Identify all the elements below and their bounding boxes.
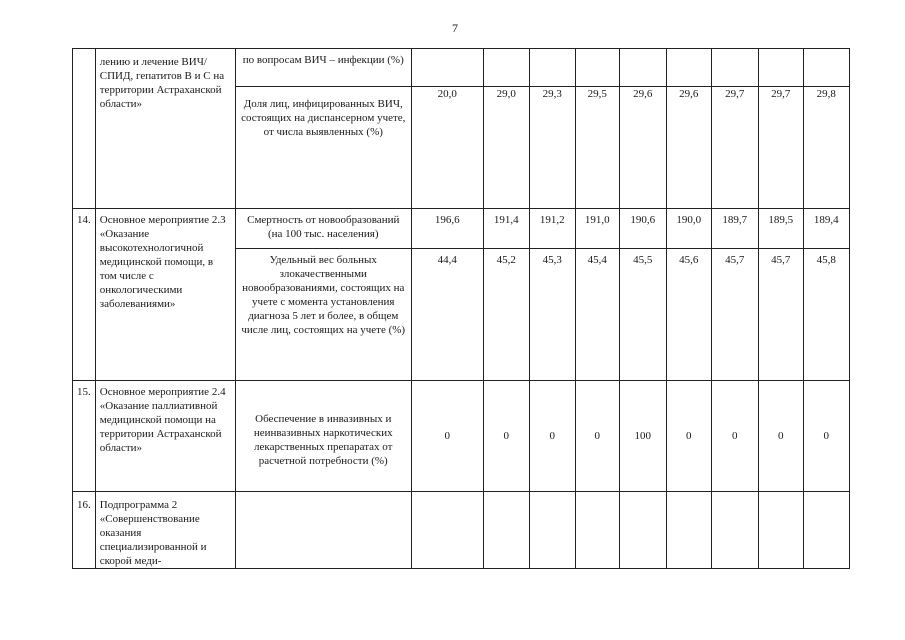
value-cell: 45,3: [529, 249, 575, 381]
value-cell: 190,6: [619, 209, 666, 249]
value-cell: [758, 492, 803, 569]
value-cell: 191,4: [483, 209, 529, 249]
value-cell: [619, 49, 666, 87]
value-cell: 189,4: [803, 209, 849, 249]
value-cell: 0: [483, 381, 529, 492]
event-name-cell: лению и лечение ВИЧ/СПИД, гепатитов В и С на территории Астраханской области»: [95, 49, 235, 209]
value-cell: 45,8: [803, 249, 849, 381]
value-cell: 196,6: [411, 209, 483, 249]
value-cell: 189,5: [758, 209, 803, 249]
value-cell: [803, 49, 849, 87]
event-name-cell: Основное мероприятие 2.4 «Оказание паллиативной медицинской помощи на территории Астраханской области»: [95, 381, 235, 492]
value-cell: [529, 49, 575, 87]
value-cell: 0: [411, 381, 483, 492]
value-cell: [483, 492, 529, 569]
indicator-name-cell: Обеспечение в инвазивных и неинвазивных наркотических лекарственных препаратах от расчетной потребности (%): [235, 381, 411, 492]
value-cell: 29,3: [529, 87, 575, 209]
value-cell: [411, 492, 483, 569]
value-cell: 100: [619, 381, 666, 492]
value-cell: [619, 492, 666, 569]
value-cell: 20,0: [411, 87, 483, 209]
value-cell: 45,7: [758, 249, 803, 381]
value-cell: 45,2: [483, 249, 529, 381]
indicator-name-cell: Доля лиц, инфицированных ВИЧ, состоящих на диспансерном учете, от числа выявленных (%): [235, 87, 411, 209]
table-row: [73, 381, 850, 492]
value-cell: 29,7: [711, 87, 758, 209]
value-cell: [575, 49, 619, 87]
value-cell: 45,5: [619, 249, 666, 381]
value-cell: 29,7: [758, 87, 803, 209]
indicator-name-cell: по вопросам ВИЧ – инфекции (%): [235, 49, 411, 87]
value-cell: 0: [575, 381, 619, 492]
value-cell: 29,0: [483, 87, 529, 209]
value-cell: 191,0: [575, 209, 619, 249]
value-cell: [758, 49, 803, 87]
value-cell: 45,7: [711, 249, 758, 381]
value-cell: 0: [529, 381, 575, 492]
value-cell: 29,6: [666, 87, 711, 209]
value-cell: 0: [711, 381, 758, 492]
value-cell: [666, 492, 711, 569]
value-cell: 45,4: [575, 249, 619, 381]
value-cell: [711, 49, 758, 87]
value-cell: 189,7: [711, 209, 758, 249]
value-cell: 44,4: [411, 249, 483, 381]
indicator-name-cell: Смертность от новообразований (на 100 тыс. населения): [235, 209, 411, 249]
table-row: [73, 209, 850, 249]
value-cell: 0: [803, 381, 849, 492]
row-number-cell: 15.: [73, 381, 96, 492]
value-cell: 0: [758, 381, 803, 492]
page-number: 7: [452, 21, 458, 35]
value-cell: [803, 492, 849, 569]
value-cell: [666, 49, 711, 87]
value-cell: [483, 49, 529, 87]
value-cell: [529, 492, 575, 569]
value-cell: 29,8: [803, 87, 849, 209]
row-number-cell: [73, 49, 96, 209]
program-indicators-table: [72, 48, 850, 569]
value-cell: 45,6: [666, 249, 711, 381]
row-number-cell: 14.: [73, 209, 96, 381]
indicator-name-cell: [235, 492, 411, 569]
value-cell: 191,2: [529, 209, 575, 249]
table-row: [73, 492, 850, 569]
value-cell: 29,6: [619, 87, 666, 209]
table-row: [73, 49, 850, 87]
value-cell: [575, 492, 619, 569]
event-name-cell: Основное мероприятие 2.3 «Оказание высокотехнологичной медицинской помощи, в том числе с онкологическими заболеваниями»: [95, 209, 235, 381]
row-number-cell: 16.: [73, 492, 96, 569]
value-cell: [411, 49, 483, 87]
value-cell: 190,0: [666, 209, 711, 249]
value-cell: [711, 492, 758, 569]
value-cell: 29,5: [575, 87, 619, 209]
event-name-cell: Подпрограмма 2 «Совершенствование оказания специализированной и скорой меди-: [95, 492, 235, 569]
indicator-name-cell: Удельный вес больных злокачественными новообразованиями, состоящих на учете с момента установления диагноза 5 лет и более, в общем числе лиц, состоящих на учете (%): [235, 249, 411, 381]
value-cell: 0: [666, 381, 711, 492]
